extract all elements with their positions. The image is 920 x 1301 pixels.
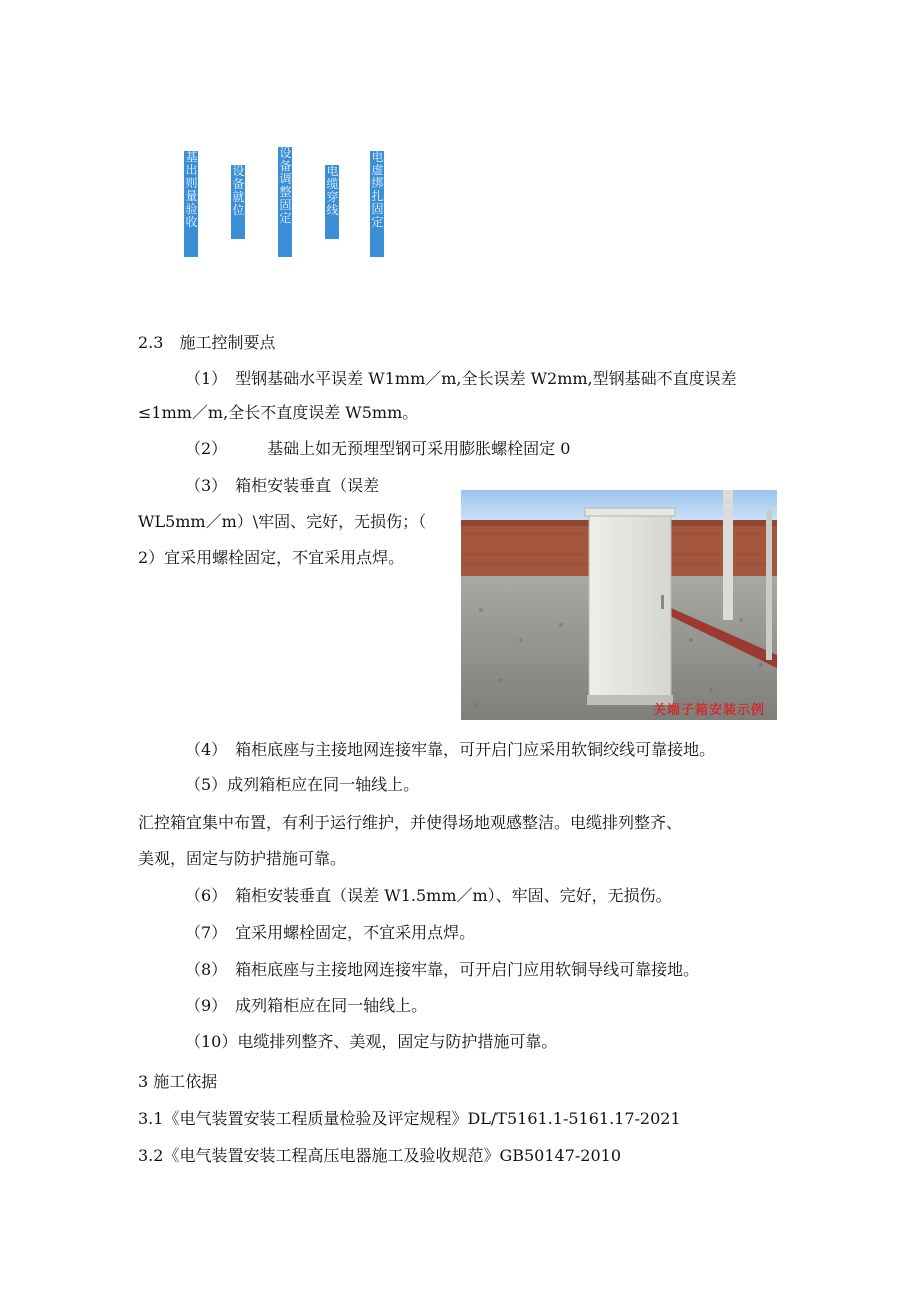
paragraph-4: （4） 箱柜底座与主接地网连接牢靠，可开启门应采用软铜绞线可靠接地。: [185, 740, 716, 759]
flow-step-3: 设备调整固定: [278, 147, 292, 257]
reference-3-2: 3.2《电气装置安装工程高压电器施工及验收规范》GB50147-2010: [138, 1146, 622, 1165]
flow-step-2: 设备就位: [231, 165, 245, 239]
section-3-heading: 3 施工依据: [138, 1072, 218, 1091]
photo-illustration: [461, 490, 777, 720]
reference-3-1: 3.1《电气装置安装工程质量检验及评定规程》DL/T5161.1-5161.17-2021: [138, 1109, 681, 1128]
summary-line-1: 汇控箱宜集中布置，有利于运行维护，并使得场地观感整洁。电缆排列整齐、: [138, 813, 683, 832]
terminal-box-photo: [461, 490, 777, 720]
paragraph-2: （2） 基础上如无预埋型钢可采用膨胀螺栓固定 0: [185, 439, 571, 458]
paragraph-6: （6） 箱柜安装垂直（误差 W1.5mm／m）、牢固、完好，无损伤。: [185, 886, 672, 905]
flow-step-1: 基出则量验收: [184, 151, 198, 257]
paragraph-9: （9） 成列箱柜应在同一轴线上。: [185, 996, 428, 1015]
paragraph-1-line-2: ≤1mm／m,全长不直度误差 W5mm。: [138, 403, 419, 422]
paragraph-3-line-2: WL5mm／m）\牢固、完好，无损伤；（: [138, 512, 427, 531]
paragraph-5: （5）成列箱柜应在同一轴线上。: [185, 775, 420, 794]
summary-line-2: 美观，固定与防护措施可靠。: [138, 849, 347, 868]
photo-caption: 关端子箱安装示例: [652, 703, 765, 718]
paragraph-8: （8） 箱柜底座与主接地网连接牢靠，可开启门应用软铜导线可靠接地。: [185, 960, 700, 979]
paragraph-3-line-1: （3） 箱柜安装垂直（误差: [185, 476, 380, 495]
flow-step-5: 电虚绑扎固定: [370, 151, 384, 257]
flow-step-4: 电缆穿线: [325, 165, 339, 239]
section-heading: 2.3 施工控制要点: [138, 333, 276, 352]
paragraph-3-line-3: 2）宜采用螺栓固定，不宜采用点焊。: [138, 548, 405, 567]
paragraph-7: （7） 宜采用螺栓固定，不宜采用点焊。: [185, 923, 476, 942]
paragraph-1-line-1: （1） 型钢基础水平误差 W1mm／m,全长误差 W2mm,型钢基础不直度误差: [185, 369, 737, 388]
paragraph-10: （10）电缆排列整齐、美观，固定与防护措施可靠。: [185, 1032, 558, 1051]
